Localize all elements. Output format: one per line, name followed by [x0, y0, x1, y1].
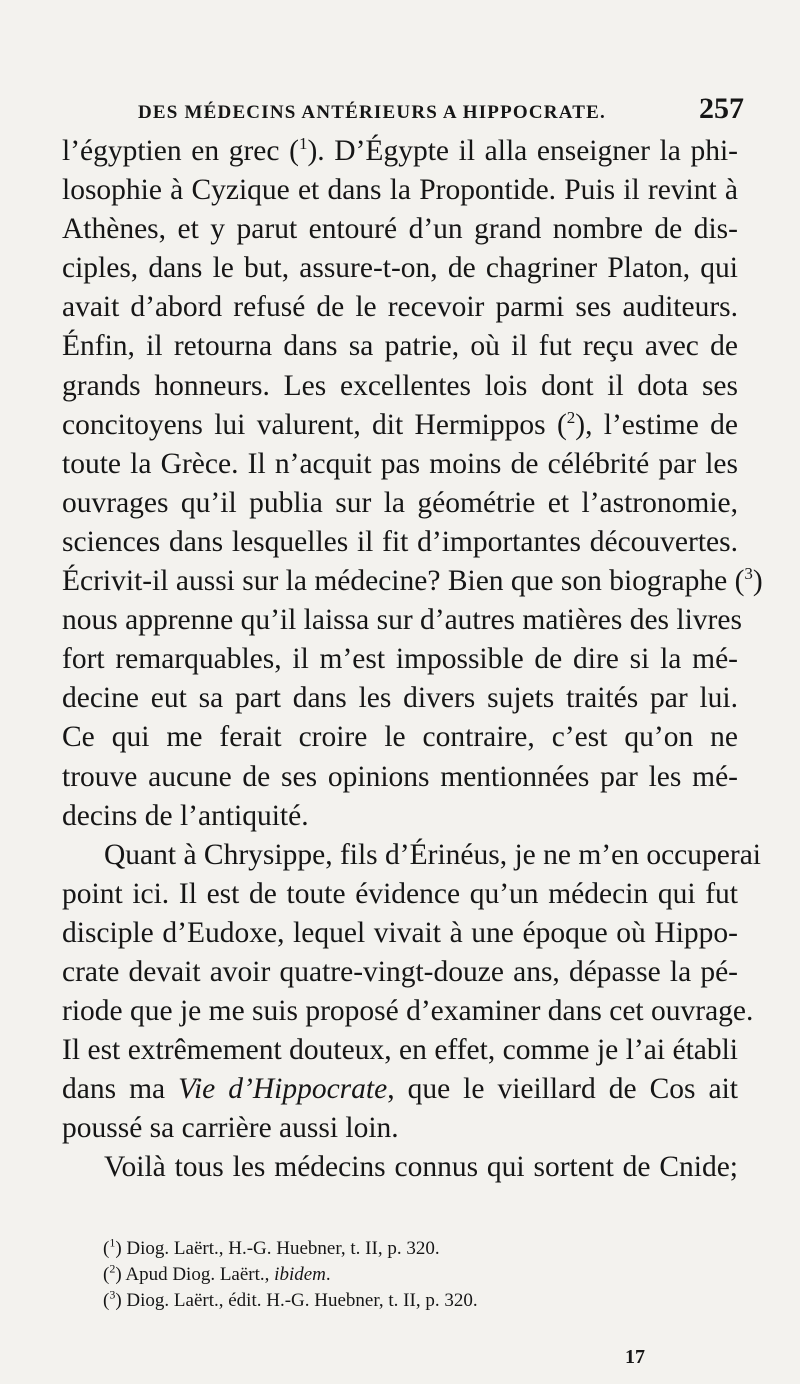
footnote: ($^3$) Diog. Laërt., édit. H.-G. Huebner, t. II, p. 320.	[103, 1287, 478, 1311]
text-line: grands honneurs. Les excellentes lois dont il dota ses	[62, 369, 738, 402]
page-number: 257	[699, 92, 744, 125]
signature-mark: 17	[625, 1346, 645, 1368]
footnote-mark: 1	[109, 1235, 116, 1250]
text-line: concitoyens lui valurent, dit Hermippos ($^2$), l’estime de	[62, 407, 738, 441]
text-line: decine eut sa part dans les divers sujets traités par lui.	[62, 682, 738, 715]
text-line: riode que je me suis proposé d’examiner dans cet ouvrage.	[62, 995, 754, 1028]
text-line: toute la Grèce. Il n’acquit pas moins de célébrité par les	[62, 447, 738, 480]
running-title: DES MÉDECINS ANTÉRIEURS A HIPPOCRATE.	[138, 102, 606, 123]
text-line: Écrivit-il aussi sur la médecine? Bien que son biographe ($^3$)	[62, 564, 763, 598]
text-line: disciple d’Eudoxe, lequel vivait à une époque où Hippo-	[62, 916, 738, 949]
text-line: trouve aucune de ses opinions mentionnées par les mé-	[62, 760, 738, 793]
footnote-ref: 1	[298, 134, 308, 154]
text-line: Voilà tous les médecins connus qui sortent de Cnide;	[104, 1151, 738, 1184]
text-line: Ce qui me ferait croire le contraire, c’est qu’on ne	[62, 721, 738, 754]
text-line: fort remarquables, il m’est impossible de dire si la mé-	[62, 643, 738, 676]
text-line: poussé sa carrière aussi loin.	[62, 1112, 399, 1145]
text-line: ciples, dans le but, assure-t-on, de chagriner Platon, qui	[62, 252, 738, 285]
footnote-mark: 3	[109, 1287, 116, 1302]
text-line: Quant à Chrysippe, fils d’Érinéus, je ne m’en occuperai	[104, 838, 761, 871]
text-line: losophie à Cyzique et dans la Propontide. Puis il revint à	[62, 174, 738, 207]
page-header	[138, 92, 744, 126]
footnote-mark: 2	[109, 1261, 116, 1276]
text-line: nous apprenne qu’il laissa sur d’autres matières des livres	[62, 604, 742, 637]
text-line: point ici. Il est de toute évidence qu’un médecin qui fut	[62, 877, 738, 910]
text-line: crate devait avoir quatre-vingt-douze ans, dépasse la pé-	[62, 955, 738, 988]
book-title: Vie d’Hippocrate	[178, 1073, 388, 1106]
footnote: ($^1$) Diog. Laërt., H.-G. Huebner, t. II, p. 320.	[103, 1235, 440, 1259]
text-line: ouvrages qu’il publia sur la géométrie et l’astronomie,	[62, 486, 738, 519]
text-line: dans ma Vie d’Hippocrate, que le vieillard de Cos ait	[62, 1073, 738, 1106]
text-line: Il est extrêmement douteux, en effet, comme je l’ai établi	[62, 1034, 738, 1067]
text-line: Énfin, il retourna dans sa patrie, où il fut reçu avec de	[62, 330, 738, 363]
text-line: l’égyptien en grec ($^1$). D’Égypte il alla enseigner la phi-	[62, 134, 738, 167]
footnotes	[103, 1236, 703, 1314]
body-text	[62, 132, 763, 1188]
text-line: decins de l’antiquité.	[62, 799, 309, 832]
text-line: sciences dans lesquelles il fit d’importantes découvertes.	[62, 525, 738, 558]
text-line: avait d’abord refusé de le recevoir parmi ses auditeurs.	[62, 291, 738, 324]
text-line: Athènes, et y parut entouré d’un grand nombre de dis-	[62, 213, 738, 246]
footnote: ($^2$) Apud Diog. Laërt., ibidem.	[103, 1261, 331, 1285]
footnote-ref: 3	[744, 564, 753, 584]
footnote-ref: 2	[566, 407, 576, 427]
